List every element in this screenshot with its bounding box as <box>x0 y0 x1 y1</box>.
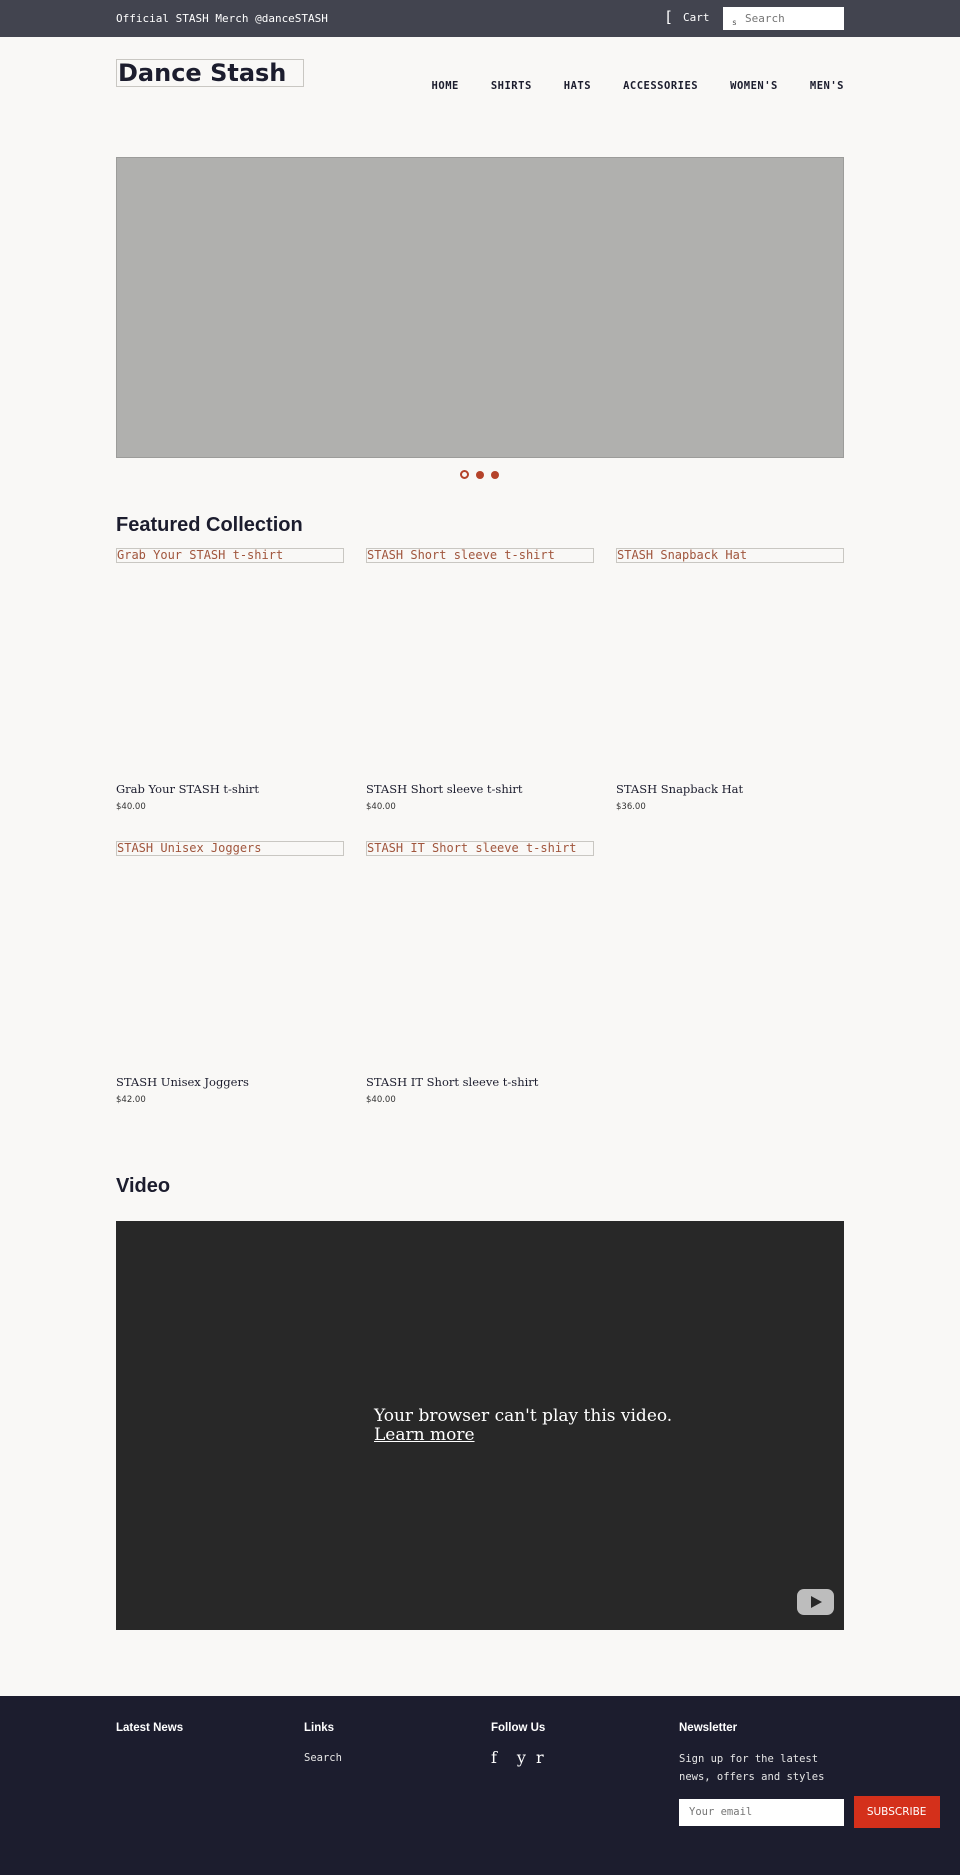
video-section-title: Video <box>116 1175 171 1197</box>
nav-shirts[interactable]: SHIRTS <box>490 80 532 92</box>
tagline: Official STASH Merch @danceSTASH <box>116 12 328 25</box>
product-name[interactable]: STASH IT Short sleeve t-shirt <box>366 1075 539 1089</box>
nav-home[interactable]: HOME <box>431 80 459 92</box>
hero-slide-image[interactable] <box>116 157 844 458</box>
product-price: $40.00 <box>366 1095 396 1105</box>
newsletter-email-input[interactable] <box>679 1799 844 1826</box>
youtube-icon[interactable]: y <box>516 1748 526 1767</box>
product-card[interactable] <box>616 548 844 812</box>
site-footer <box>0 1696 960 1875</box>
product-name[interactable]: STASH Snapback Hat <box>616 782 744 796</box>
product-price: $36.00 <box>616 802 646 812</box>
search-box[interactable] <box>723 7 844 30</box>
facebook-icon[interactable]: f <box>491 1748 497 1767</box>
cart-label: Cart <box>683 11 710 24</box>
product-card[interactable] <box>116 548 344 812</box>
nav-womens[interactable]: WOMEN'S <box>730 80 778 92</box>
newsletter-heading: Newsletter <box>679 1722 738 1734</box>
newsletter-text: Sign up for the latest news, offers and styles <box>679 1753 825 1783</box>
learn-more-link[interactable]: Learn more <box>374 1425 475 1445</box>
product-image[interactable]: STASH Unisex Joggers <box>116 841 344 856</box>
nav-accessories[interactable]: ACCESSORIES <box>623 80 699 92</box>
product-image[interactable]: STASH IT Short sleeve t-shirt <box>366 841 594 856</box>
social-links <box>491 1748 545 1767</box>
video-player[interactable] <box>116 1221 844 1630</box>
video-error-message <box>374 1407 672 1445</box>
search-icon: s <box>732 18 737 27</box>
product-price: $40.00 <box>366 802 396 812</box>
product-image[interactable]: Grab Your STASH t-shirt <box>116 548 344 563</box>
slide-dot-2[interactable] <box>476 471 484 479</box>
footer-newsletter <box>679 1722 940 1828</box>
slide-dot-1[interactable] <box>460 470 469 479</box>
cart-icon: [ <box>664 8 674 26</box>
footer-follow-us <box>491 1722 545 1767</box>
slideshow-dots <box>460 470 499 479</box>
site-logo[interactable]: Dance Stash <box>116 59 304 87</box>
nav-mens[interactable]: MEN'S <box>809 80 844 92</box>
slide-dot-3[interactable] <box>491 471 499 479</box>
product-image[interactable]: STASH Snapback Hat <box>616 548 844 563</box>
product-card[interactable] <box>366 841 594 1105</box>
links-heading: Links <box>304 1722 335 1734</box>
nav-hats[interactable]: HATS <box>563 80 592 92</box>
cart-link[interactable] <box>664 10 710 25</box>
follow-us-heading: Follow Us <box>491 1722 546 1734</box>
featured-collection-title: Featured Collection <box>116 514 303 536</box>
footer-search-link[interactable]: Search <box>304 1752 342 1764</box>
product-name[interactable]: STASH Short sleeve t-shirt <box>366 782 523 796</box>
youtube-play-icon[interactable] <box>797 1589 834 1615</box>
product-name[interactable]: Grab Your STASH t-shirt <box>116 782 260 796</box>
product-card[interactable] <box>366 548 594 812</box>
rss-icon[interactable]: r <box>535 1748 544 1767</box>
top-bar <box>0 0 960 37</box>
product-price: $40.00 <box>116 802 146 812</box>
subscribe-button[interactable]: SUBSCRIBE <box>854 1796 940 1828</box>
search-input[interactable] <box>745 10 840 26</box>
video-error-text: Your browser can't play this video. <box>374 1406 673 1426</box>
product-price: $42.00 <box>116 1095 146 1105</box>
product-image[interactable]: STASH Short sleeve t-shirt <box>366 548 594 563</box>
product-card[interactable] <box>116 841 344 1105</box>
footer-latest-news <box>116 1722 183 1734</box>
main-nav <box>400 80 844 92</box>
footer-links <box>304 1722 342 1764</box>
latest-news-heading: Latest News <box>116 1722 184 1734</box>
product-name[interactable]: STASH Unisex Joggers <box>116 1075 249 1089</box>
